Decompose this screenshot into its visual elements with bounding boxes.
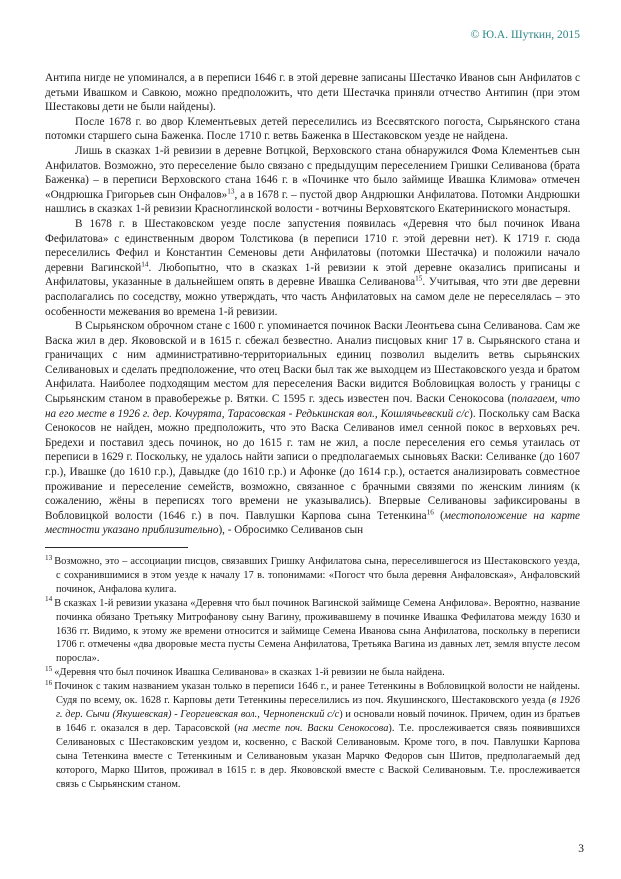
footnote-number: 13 (45, 553, 53, 562)
footnote (45, 666, 580, 680)
italic-run: местоположение на карте местности указано приблизительно (45, 509, 580, 537)
body-paragraph (45, 144, 580, 217)
footnote (45, 555, 580, 597)
footnote-number: 16 (45, 678, 53, 687)
text-run: В Сырьянском оброчном стане с 1600 г. упоминается починок Васки Леонтьева сына Селиванова. Сам же Васка жил в дер. Якововской и в 1615 г. сбежал безвестно. Анализ писцовых книг 17 в. Сырьянского стана и граничащих с ним административно-территориальных единиц позволил выделить ветвь сырьянских Селивановых и сделать предположение, что отец Васки был так же выходцем из Шестаковского уезда и братом Анфилата. Наиболее подходящим местом для переселения Васки видится Вобловицкая волость у границы с Сырьянским станом в правобережье р. Вятки. С 1595 г. здесь известен поч. Васки Сенокосова ( (45, 320, 580, 406)
footnote-number: 14 (45, 595, 53, 604)
copyright-line: © Ю.А. Шуткин, 2015 (470, 29, 580, 41)
text-run: . Любопытно, что в сказках 1-й ревизии к этой деревне оказались приписаны и Анфилатовы, указанные в дальнейшем опять в деревне Ивашка Селиванова (45, 261, 580, 289)
text-run: ( (433, 509, 444, 522)
body-text (45, 71, 580, 538)
italic-run: в 1926 г. дер. Сычи (Якушевская) - Георгиевская вол., Чернопенский с/с (56, 695, 581, 720)
text-run: ). Т.е. прослеживается связь появившихся Селивановых с Шестаковским уездом и, косвенно, с Ваской Селивановым. Кроме того, в поч. Павлушки Карпова сына Тетенкина вместе с Тетенкиным и Селивановым указан Марчко Федоров сын Шитов, предполагаемый дед которого, Марко Шитов, проживал в 1615 г. в дер. Якововской вместе с Ваской Селивановым. Т.е. прослеживается связь с Сырьянским станом. (56, 722, 581, 790)
text-run: В сказках 1-й ревизии указана «Деревня что был починок Вагинской займище Семена Анфилова». Вероятно, название починка обязано Третьяку Митрофанову сыну Вагину, проживавшему в починке Ивашка Фефилатова между 1630 и 1636 гг. Видимо, к этому же времени относится и займище Семена Иванова сына Анфилатова, поскольку в переписи 1706 г. отмечены «два дворовые места пусты Семена Анфилатова, Третьяка Вагина из давных лет, земля впусте лесом поросла». (54, 597, 580, 665)
body-paragraph (45, 319, 580, 538)
text-run: Лишь в сказках 1-й ревизии в деревне Вотцкой, Верховского стана обнаружился Фома Клементьев сын Анфилатов. Возможно, это переселение было связано с предыдущим переселением Гришки Селиванова (брата Баженка) – в переписи Верховского стана 1646 г. в «Починке что было займище Ивашка Климова» отмечен «Ондрюшка Григорьев сын Онфалов» (45, 144, 580, 201)
footnote (45, 597, 580, 667)
body-paragraph (45, 71, 580, 115)
text-run: ), - Обросимко Селиванов сын (218, 524, 364, 537)
text-run: В 1678 г. в Шестаковском уезде после запустения появилась «Деревня что был починок Ивана Фефилатова» с единственным двором Толстикова (в переписи 1710 г. этой деревни нет). К 1719 г. сюда переселились Фефил и Константин Семеновы дети Анфилатовы (потомки Шестачка) и положили начало деревни Вагинской (45, 217, 580, 274)
text-run: Починок с таким названием указан только в переписи 1646 г., и ранее Тетенкины в Вобловицкой волости не найдены. Судя по всему, ок. 1628 г. Карповы дети Тетенкины переселились из поч. Якушинского, Шестаковского уезда ( (54, 681, 580, 707)
footnote (45, 680, 580, 791)
text-run: ). Поскольку сам Васка Сенокосов не найден, можно предположить, что это Васка Селиванов имел сенной покос в верховьях реч. Бредехи и поставил здесь починок, но до 1615 г. там не жил, а после переселения его семья утаилась от переписи в 1629 г. Поскольку, не удалось найти записи о предполагаемых сыновьях Васки: Селиванке (до 1607 г.р.), Ивашке (до 1610 г.р.), Давыдке (до 1610 г.р.) и Афонке (до 1614 г.р.), остается анализировать совместное проживание и переселение семейств, возможно, связанное с брачными связями по женским линиям (к сожалению, жёны в переписях того времени не указывались). Впервые Селивановы зафиксированы в Вобловицкой волости (1646 г.) в поч. Павлушки Карпова сына Тетенкина (45, 407, 580, 522)
text-run: ) и основали новый починок. Причем, один из братьев в 1646 г. оказался в дер. Тарасовской ( (56, 708, 580, 734)
text-run: «Деревня что был починок Ивашка Селиванова» в сказках 1-й ревизии не была найдена. (54, 667, 445, 679)
footnote-ref: 15 (415, 274, 423, 283)
page-number: 3 (578, 843, 584, 855)
text-run: Антипа нигде не упоминался, а в переписи 1646 г. в этой деревне записаны Шестачко Иванов сын Анфилатов с детьми Ивашком и Савкою, можно предположить, что дети Шестачка приняли отчество Антипин (при этом Шестаковы дети не были найдены). (45, 72, 580, 114)
italic-run: полагаем, что на его месте в 1926 г. дер. Кочурята, Тарасовская - Редькинская вол., Кошлячьевский с/с (45, 393, 581, 420)
text-run: , а в 1678 г. – пустой двор Андрюшки Анфилатова. Потомки Андрюшки нашлись в сказках 1-й ревизии Красноглинской волости - вотчины Верховятского Екатериниского монастыря. (45, 188, 580, 216)
text-run: Возможно, это – ассоциации писцов, связавших Гришку Анфилатова сына, переселившегося из Шестаковского уезда, с сохранившимися в этом уезде к началу 17 в. топонимами: «Погост что была деревня Анфаловская», Анфаловский починок, Анфалова кулига. (54, 556, 580, 595)
body-paragraph (45, 217, 580, 319)
footnote-separator (45, 547, 188, 548)
footnote-ref: 16 (426, 508, 434, 517)
text-run: . Учитывая, что эти две деревни располагались по соседству, можно утверждать, что часть Анфилатовых на самом деле не переселялась – это особенности межевания во времена 1-й ревизии. (45, 276, 580, 318)
body-paragraph (45, 115, 580, 144)
text-run: После 1678 г. во двор Клементьевых детей переселились из Всесвятского погоста, Сырьянского стана потомки старшего сына Баженка. После 1710 г. ветвь Баженка в Шестаковском уезде не найдена. (45, 115, 580, 143)
footnote-ref: 13 (227, 187, 235, 196)
footnotes-block (45, 555, 580, 791)
footnote-number: 15 (45, 664, 53, 673)
footnote-ref: 14 (141, 259, 149, 268)
italic-run: на месте поч. Васки Сенокосова (237, 722, 389, 734)
